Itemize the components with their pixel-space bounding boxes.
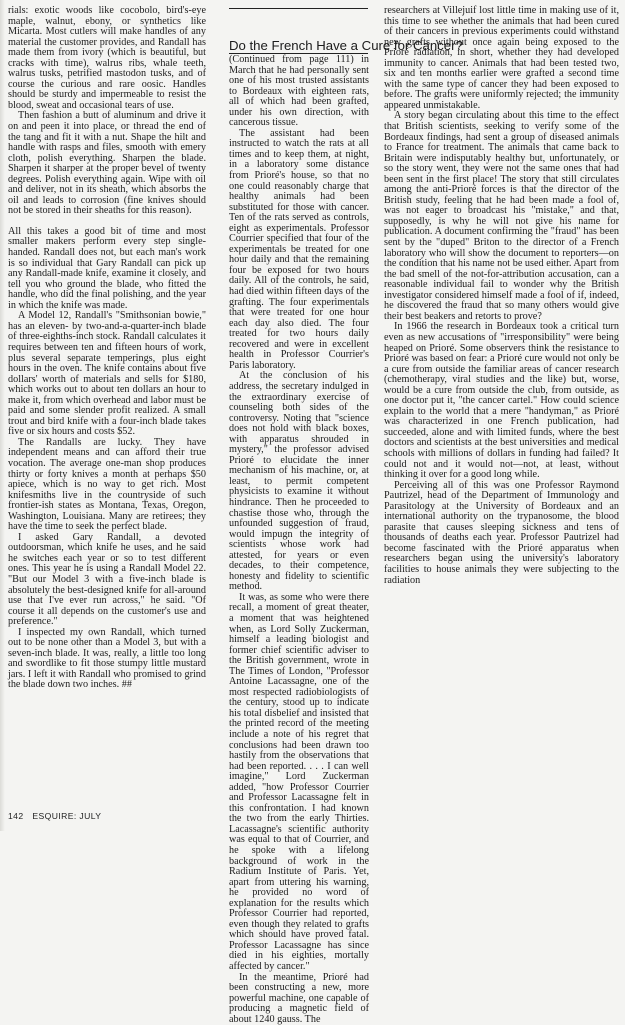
page-edge-shadow [0, 0, 5, 831]
text-column-left [8, 6, 206, 799]
paragraph: I asked Gary Randall, a devoted outdoorsman, which knife he uses, and he said he switches each year or so to test different ones. This year he is using a Randall Model 22. "But our Model 3 with a five-inch blade is absolutely the best-designed knife for all-around use that I've ever run across," he said. "Of course it all depends on the customer's use and preference." [8, 531, 206, 628]
paragraph: At the conclusion of his address, the secretary indulged in the extraordinary exercise of counseling both sides of the controversy. Noting that "science does not hold with black boxes, with apparatus shrouded in mystery," the professor advised Prioré to elucidate the inner mechanism of his machine, or, at least, to permit competent physicists to examine it without hindrance. Then he proceeded to chastise those who, through the unfounded suggestion of fraud, would impugn the integrity of scientists whose work had attested, for years or even decades, to their competence, honesty and fidelity to scientific method. [229, 370, 369, 593]
paragraph: A Model 12, Randall's "Smithsonian bowie," has an eleven- by two-and-a-quarter-inch blade of three-eighths-inch stock. Randall calculates it requires between ten and fifteen hours of work, plus several separate temperings, plus eight hours in the oven. The knife contains about five dollars' worth of materials and sells for $180, which works out to about ten dollars an hour to make it, from which overhead and labor must be paid and some slender profit realized. A small trout and bird knife with a four-inch blade takes five or six hours and costs $52. [8, 310, 206, 438]
paragraph: The assistant had been instructed to watch the rats at all times and to keep them, at night, in a laboratory some distance from Prioré's house, so that no one could reasonably charge that healthy animals had been substituted for those with cancer. Ten of the rats served as controls, eight as experimentals. Professor Courrier specified that four of the experimentals be treated for one hour daily and that the remaining four be exposed for two hours daily. All of the controls, he said, had died within fifteen days of the grafting. The four experimentals that were treated for one hour each day also died. The four treated for two hours daily recovered and were in excellent health in Professor Courrier's Paris laboratory. [229, 127, 369, 371]
paragraph: (Continued from page 111) in March that he had personally sent one of his most trusted assistants to Bordeaux with eighteen rats, all of which had been grafted, under his own direction, with cancerous tissue. [229, 54, 369, 129]
page-footer [8, 811, 101, 821]
text-column-middle [229, 54, 369, 1025]
article-headline: Do the French Have a Cure for Cancer? [229, 38, 463, 53]
paragraph: In 1966 the research in Bordeaux took a critical turn even as new accusations of "irresponsibility" were being heaped on Prioré. Some observers think the resistance to Prioré was based on fear: a Prioré cure would not only be a cure from outside the familiar areas of cancer research (chemotherapy, viral studies and the like) but, worse, would be a cure from outside the club, from outside, as one doctor put it, "the cancer cartel." How could science explain to the world that a mere "handyman," as Prioré was characterized in one French publication, had succeeded, alone and with limited funds, where the best doctors and scientists at the best universities and medical schools with millions of dollars in funding had failed? It could not and it would not—not, at least, without thinking it over for a good long while. [384, 321, 619, 481]
paragraph: Then fashion a butt of aluminum and drive it on and peen it into place, or thread the end of the tang and fit it with a nut. Shape the hilt and handle with rasps and files, smooth with emery cloth, polish everything. Sharpen the blade. Sharpen it sharper at the proper bevel of twenty degrees. Polish everything again. Wipe with oil and deliver, not in its sheath, which absorbs the oil and leads to corrosion (fine knives should not be stored in their sheaths for this reason). [8, 110, 206, 217]
page-number: 142 [8, 811, 24, 821]
paragraph: researchers at Villejuif lost little time in making use of it, this time to see whether the animals that had been cured of their cancers in previous experiments could withstand new grafts without once again being exposed to the Prioré radiation, in short, whether they had developed immunity to cancer. Animals that had been tested two, six and ten months earlier were grafted a second time with the same type of cancer they had been exposed to before. The grafts were uniformly rejected; the immunity appeared unmistakable. [384, 5, 619, 111]
paragraph: I inspected my own Randall, which turned out to be none other than a Model 3, but with a seven-inch blade. It was, really, a little too long and swordlike to fit those stumpy little mustard jars. I left it with Randall who promised to grind the blade down two inches. ## [8, 626, 206, 691]
text-column-right [384, 6, 619, 800]
paragraph: A story began circulating about this time to the effect that British scientists, seeking to verify some of the Bordeaux findings, had sent a group of diseased animals to France for treatment. The animals that came back to Britain were indisputably healthy but, unfortunately, or so the story went, they were not the same ones that had been sent in the first place! The story that still circulates among the anti-Prioré forces is that the director of the British study, feeling that he had been made a fool of, was not eager to broadcast his "mistake," and that, supposedly, is why he will not give his name for publication. A document confirming the "fraud" has been sent by the "duped" Briton to the director of a French laboratory who will show the document to reporters—on the condition that his name not be used either. Apart from the bad smell of the not-for-attribution accusation, can a reasonable individual fail to wonder why the British investigator considered himself made a fool of if, indeed, he discovered the fraud that so many others would give their best beakers and retorts to prove? [384, 110, 619, 322]
magazine-issue: ESQUIRE: JULY [32, 811, 102, 821]
paragraph: rials: exotic woods like cocobolo, bird's-eye maple, walnut, ebony, or synthetics like Micarta. Most cutlers will make handles of any material the customer provides, and Randall has made them from ivory (which is beautiful, but cracks with time), walrus ribs, whale teeth, walrus tusks, petrified mastodon tusks, and of course the curious and rare oosic. Handles should be sturdy and impermeable to resist the blood, sweat and occasional tears of use. [8, 5, 206, 111]
paragraph: In the meantime, Prioré had been constructing a new, more powerful machine, one capable of producing a magnetic field of about 1240 gauss. The [229, 971, 369, 1025]
headline-rule-top [229, 8, 368, 9]
paragraph: Perceiving all of this was one Professor Raymond Pautrizel, head of the Department of Immunology and Parasitology at the University of Bordeaux and an international authority on the trypanosome, the blood parasite that causes sleeping sickness and tens of thousands of deaths each year. Professor Pautrizel had become fascinated with the Prioré apparatus when researchers began using the university's laboratory facilities to house animals they were subjecting to the radiation [384, 479, 619, 586]
paragraph: It was, as some who were there recall, a moment of great theater, a moment that was heightened when, as Lord Solly Zuckerman, himself a leading biologist and former chief scientific adviser to the British government, wrote in The Times of London, "Professor Antoine Lacassagne, one of the most respected radiobiologists of the century, stood up to indicate his total disbelief and insisted that the printed record of the meeting include a note of his regret that conclusions had been drawn too hastily from the observations that had been reported. . . . I can well imagine," Lord Zuckerman added, "how Professor Courrier and Professor Lacassagne felt in this confrontation. I had known the two from the early Thirties. Lacassagne's scientific authority was equal to that of Courrier, and he spoke with a lifelong background of work in the Radium Institute of Paris. Yet, apart from uttering his warning, he provided no word of explanation for the results which Professor Courrier had reported, even though they related to grafts which should have proved fatal. Professor Lacassagne has since died in his eighties, mortally affected by cancer." [229, 591, 369, 973]
paragraph: The Randalls are lucky. They have independent means and can afford their true vocation. The average one-man shop produces thirty or forty knives a month at perhaps $50 apiece, which is no way to get rich. Most knifesmiths live in the countryside of such frontier-ish states as Montana, Texas, Oregon, Washington, Louisiana. Many are retirees; they have the time to seek the perfect blade. [8, 436, 206, 533]
paragraph: All this takes a good bit of time and most smaller makers perform every step single-handed. Randall does not, but each man's work is so individual that Gary Randall can pick up any Randall-made knife, examine it closely, and tell you who ground the blade, who fitted the handle, who did the final polishing, and the year in which the knife was made. [8, 225, 206, 311]
